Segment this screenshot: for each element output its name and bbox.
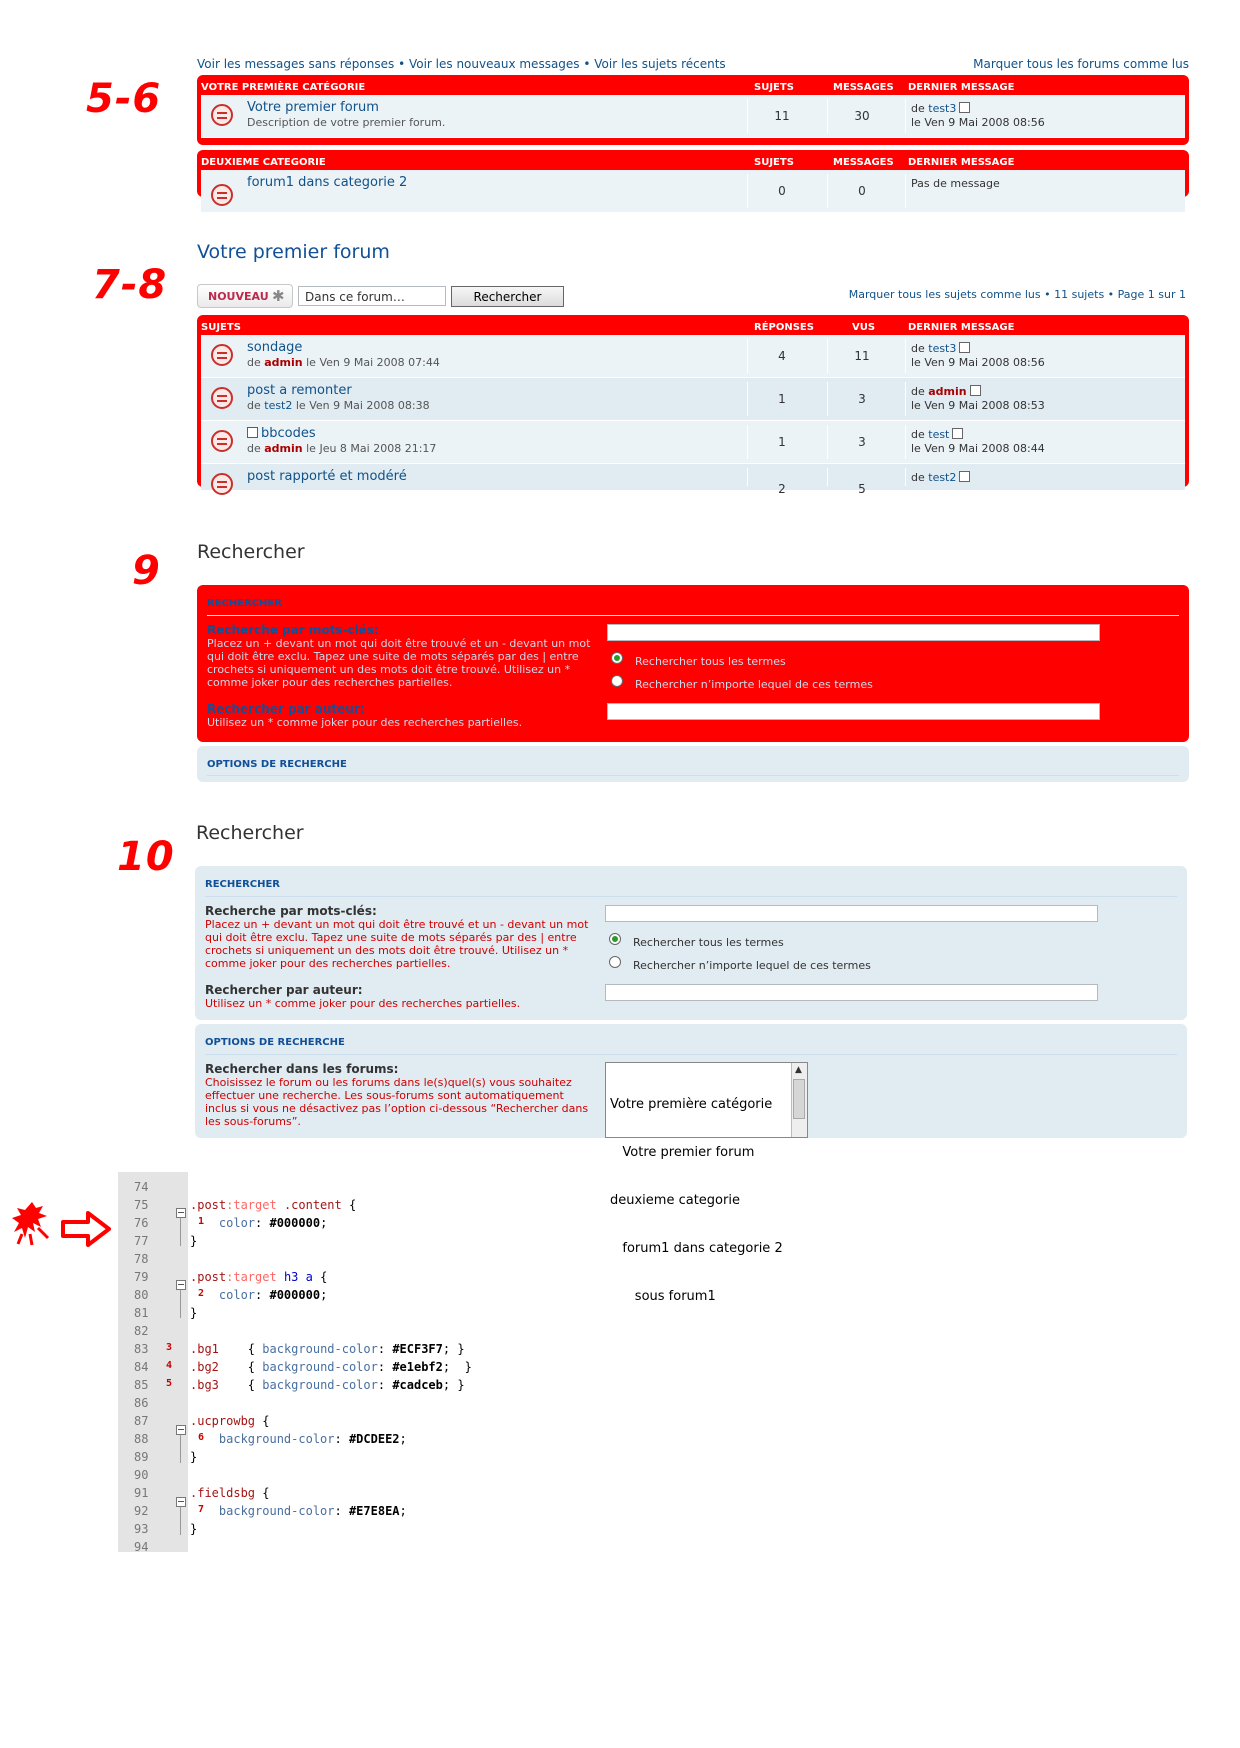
forum-option[interactable]: Votre première catégorie: [610, 1097, 773, 1112]
topic-icon: [211, 473, 233, 495]
view-latest-post-icon[interactable]: [959, 471, 970, 482]
code-line[interactable]: [118, 1288, 718, 1306]
replies-count: 2: [778, 482, 786, 496]
forums-help: Choisissez le forum ou les forums dans le(s)quel(s) vous souhaitez effectuer une recherche. Les sous-forums sont automatiquement inclus si vous ne désactivez pas l’option ci-dessous “Rechercher dans les sous-forums”.: [205, 1076, 589, 1128]
forum-select-list[interactable]: [605, 1062, 808, 1304]
topic-author[interactable]: admin: [264, 356, 303, 369]
code-line[interactable]: [118, 1522, 718, 1540]
top-links-bar: [197, 57, 1189, 73]
author-label: Rechercher par auteur:: [205, 983, 363, 997]
divider: [205, 1054, 1177, 1055]
col-topics: SUJETS: [754, 82, 794, 93]
views-count: 11: [854, 349, 870, 363]
last-post-date: le Ven 9 Mai 2008 08:56: [911, 356, 1045, 369]
forum-option[interactable]: deuxieme categorie: [610, 1193, 740, 1208]
line-number: 79: [134, 1270, 149, 1284]
view-latest-post-icon[interactable]: [952, 428, 963, 439]
code-text: background-color: #E7E8EA;: [218, 1504, 407, 1518]
scroll-thumb[interactable]: [793, 1079, 805, 1119]
line-number: 87: [134, 1414, 149, 1428]
code-text: .fieldsbg {: [190, 1486, 270, 1500]
replies-count: 1: [778, 435, 786, 449]
radio-all-terms-label: Rechercher tous les termes: [633, 936, 784, 949]
last-post-date: le Ven 9 Mai 2008 08:44: [911, 442, 1045, 455]
search-links[interactable]: Voir les messages sans réponses • Voir les nouveaux messages • Voir les sujets récents: [197, 57, 726, 71]
section-label-7-8: 7-8: [92, 262, 168, 308]
divider: [905, 382, 906, 416]
code-text: background-color: #DCDEE2;: [218, 1432, 407, 1446]
last-post-user[interactable]: test: [928, 428, 950, 441]
col-last: DERNIER MESSAGE: [908, 157, 1015, 168]
posts-count: 0: [858, 184, 866, 198]
code-line[interactable]: [118, 1450, 718, 1468]
keywords-input[interactable]: [607, 624, 1100, 641]
views-count: 3: [858, 435, 866, 449]
radio-any-terms[interactable]: [609, 956, 621, 968]
topic-icon: [211, 387, 233, 409]
topic-row[interactable]: [201, 464, 1185, 496]
divider: [905, 339, 906, 373]
keywords-help: Placez un + devant un mot qui doit être trouvé et un - devant un mot qui doit être exclu. Tapez une suite de mots séparés par des | entre crochets si uniquement un des mots doit être trouvé. Utilisez un * comme joker pour des recherches partielles.: [207, 637, 591, 689]
search-options-panel: [197, 746, 1189, 782]
forum-option[interactable]: sous forum1: [610, 1289, 716, 1304]
last-post-author: [911, 102, 970, 115]
line-number: 82: [134, 1324, 149, 1338]
author-help: Utilisez un * comme joker pour des recherches partielles.: [205, 997, 521, 1010]
replies-count: 1: [778, 392, 786, 406]
line-number: 90: [134, 1468, 149, 1482]
annotation-marker: 3: [166, 1342, 173, 1353]
line-number: 80: [134, 1288, 149, 1302]
radio-all-terms-label: Rechercher tous les termes: [635, 655, 786, 668]
last-post-user[interactable]: test2: [928, 471, 957, 484]
code-line[interactable]: [118, 1342, 718, 1360]
arrow-right-icon: [60, 1210, 112, 1248]
code-line[interactable]: [118, 1234, 718, 1252]
code-line[interactable]: [118, 1486, 718, 1504]
topics-count: 0: [778, 184, 786, 198]
forum-search-input[interactable]: [298, 286, 446, 306]
divider: [207, 615, 1179, 616]
topic-date: le Jeu 8 Mai 2008 21:17: [306, 442, 437, 455]
author-label: Rechercher par auteur:: [207, 702, 365, 716]
author-input[interactable]: [605, 984, 1098, 1001]
pagination-text[interactable]: Marquer tous les sujets comme lus • 11 sujets • Page 1 sur 1: [848, 288, 1186, 301]
code-line[interactable]: [118, 1216, 718, 1234]
code-text: }: [190, 1234, 198, 1248]
forum-read-icon: [211, 184, 233, 206]
panel-title: RECHERCHER: [205, 879, 281, 890]
line-number: 88: [134, 1432, 149, 1446]
by-prefix: de: [247, 442, 261, 455]
by-prefix: de: [247, 399, 261, 412]
col-replies: RÉPONSES: [754, 322, 814, 333]
code-text: .bg1 { background-color: #ECF3F7; }: [190, 1342, 465, 1356]
forum-title[interactable]: forum1 dans categorie 2: [247, 175, 408, 190]
code-text: }: [190, 1450, 198, 1464]
search-button-label: Rechercher: [473, 290, 542, 304]
category-title[interactable]: DEUXIEME CATEGORIE: [201, 157, 326, 168]
search-placeholder: Dans ce forum…: [305, 290, 405, 304]
category-box-1: [197, 75, 1189, 145]
radio-any-terms[interactable]: [611, 675, 623, 687]
code-text: .post:target h3 a {: [190, 1270, 328, 1284]
code-text: }: [190, 1306, 198, 1320]
last-post-author: de test2: [911, 471, 970, 484]
listbox-scrollbar[interactable]: [791, 1063, 807, 1137]
forum-read-icon: [211, 104, 233, 126]
topic-date: le Ven 9 Mai 2008 07:44: [306, 356, 440, 369]
pagination-info: [849, 288, 1186, 301]
col-last: DERNIER MESSAGE: [908, 322, 1015, 333]
topics-box: [197, 315, 1189, 496]
topic-row[interactable]: [201, 378, 1185, 421]
code-line[interactable]: [118, 1360, 718, 1378]
section-label-5-6: 5-6: [86, 76, 162, 122]
new-topic-label: NOUVEAU: [208, 290, 269, 303]
radio-all-terms[interactable]: [611, 652, 623, 664]
category-header: [197, 150, 1189, 170]
topic-title[interactable]: post a remonter: [247, 383, 352, 398]
new-topic-button[interactable]: [197, 284, 293, 308]
code-line[interactable]: [118, 1324, 718, 1342]
forum-page-title[interactable]: Votre premier forum: [197, 241, 390, 263]
last-post-prefix: de: [911, 102, 925, 115]
code-text: color: #000000;: [218, 1288, 328, 1302]
last-post-author: de test: [911, 428, 963, 441]
line-number: 81: [134, 1306, 149, 1320]
author-help: Utilisez un * comme joker pour des recherches partielles.: [207, 716, 523, 729]
keywords-label: Recherche par mots-clés:: [207, 623, 379, 637]
col-views: VUS: [852, 322, 876, 333]
divider: [905, 174, 906, 208]
code-line[interactable]: [118, 1396, 718, 1414]
topic-meta: [247, 399, 430, 412]
divider: [905, 99, 906, 133]
forum-title[interactable]: Votre premier forum: [247, 100, 379, 115]
annotation-marker: 4: [166, 1360, 173, 1371]
attachment-icon: [247, 427, 258, 438]
line-number: 76: [134, 1216, 149, 1230]
last-post-empty: Pas de message: [911, 177, 1000, 190]
search-panel-red: [197, 585, 1189, 742]
forum-option[interactable]: Votre premier forum: [610, 1145, 755, 1160]
view-latest-post-icon[interactable]: [970, 385, 981, 396]
annotation-marker: 7: [198, 1504, 205, 1515]
radio-all-terms[interactable]: [609, 933, 621, 945]
views-count: 3: [858, 392, 866, 406]
last-post-user[interactable]: test3: [928, 342, 957, 355]
last-post-date: le Ven 9 Mai 2008 08:56: [911, 116, 1045, 129]
line-number: 74: [134, 1180, 149, 1194]
section-label-9: 9: [132, 548, 161, 594]
col-topics: SUJETS: [754, 157, 794, 168]
code-line[interactable]: [118, 1306, 718, 1324]
annotation-marker: 6: [198, 1432, 205, 1443]
line-number: 83: [134, 1342, 149, 1356]
topic-title[interactable]: post rapporté et modéré: [247, 469, 407, 484]
forum-option[interactable]: forum1 dans categorie 2: [610, 1241, 783, 1256]
topic-row[interactable]: [201, 335, 1185, 378]
code-line[interactable]: [118, 1180, 718, 1198]
topic-author[interactable]: admin: [264, 442, 303, 455]
forum-row[interactable]: [201, 170, 1185, 213]
divider: [207, 775, 1179, 776]
category-box-2: [197, 150, 1189, 197]
code-line[interactable]: [118, 1270, 718, 1288]
line-number: 84: [134, 1360, 149, 1374]
line-number: 94: [134, 1540, 149, 1554]
keywords-help: Placez un + devant un mot qui doit être trouvé et un - devant un mot qui doit être exclu. Tapez une suite de mots séparés par des | entre crochets si uniquement un des mots doit être trouvé. Utilisez un * comme joker pour des recherches partielles.: [205, 918, 589, 970]
topic-title[interactable]: bbcodes: [261, 426, 316, 441]
scroll-up-icon[interactable]: ▲: [795, 1065, 802, 1075]
section-label-10: 10: [117, 834, 175, 880]
code-line[interactable]: [118, 1468, 718, 1486]
options-title: OPTIONS DE RECHERCHE: [207, 759, 347, 770]
divider: [905, 468, 906, 486]
view-latest-post-icon[interactable]: [959, 102, 970, 113]
line-number: 78: [134, 1252, 149, 1266]
radio-any-terms-label: Rechercher n’importe lequel de ces termes: [635, 678, 873, 691]
col-posts: MESSAGES: [833, 82, 894, 93]
forum-row[interactable]: [201, 95, 1185, 138]
topics-header: [197, 315, 1189, 335]
last-post-date: le Ven 9 Mai 2008 08:53: [911, 399, 1045, 412]
search-panel-blue: [195, 866, 1187, 1020]
code-line[interactable]: [118, 1378, 718, 1396]
line-number: 93: [134, 1522, 149, 1536]
star-icon: ✱: [272, 287, 285, 305]
annotation-marker: 1: [198, 1216, 205, 1227]
code-line[interactable]: [118, 1414, 718, 1432]
topic-date: le Ven 9 Mai 2008 08:38: [295, 399, 430, 412]
forums-label: Rechercher dans les forums:: [205, 1062, 399, 1076]
annotation-marker: 2: [198, 1288, 205, 1299]
last-post-author: de test3: [911, 342, 970, 355]
by-prefix: de: [247, 356, 261, 369]
code-line[interactable]: [118, 1198, 718, 1216]
topics-count: 11: [774, 109, 790, 123]
search-page-title-2: Rechercher: [196, 822, 304, 844]
category-header: [197, 75, 1189, 95]
author-input[interactable]: [607, 703, 1100, 720]
forum-description: Description de votre premier forum.: [247, 116, 446, 129]
topic-icon: [211, 344, 233, 366]
code-line[interactable]: [118, 1252, 718, 1270]
keywords-input[interactable]: [605, 905, 1098, 922]
topic-author[interactable]: test2: [264, 399, 293, 412]
category-title[interactable]: VOTRE PREMIÈRE CATÉGORIE: [201, 82, 366, 93]
views-count: 5: [858, 482, 866, 496]
divider: [205, 896, 1177, 897]
code-text: .ucprowbg {: [190, 1414, 270, 1428]
line-number: 86: [134, 1396, 149, 1410]
replies-count: 4: [778, 349, 786, 363]
code-line[interactable]: [118, 1540, 718, 1558]
col-last: DERNIER MESSAGE: [908, 82, 1015, 93]
view-latest-post-icon[interactable]: [959, 342, 970, 353]
forum-search-button[interactable]: [451, 286, 564, 307]
mark-forums-read-link[interactable]: Marquer tous les forums comme lus: [973, 57, 1189, 71]
code-text: .post:target .content {: [190, 1198, 357, 1212]
topic-icon: [211, 430, 233, 452]
line-number: 75: [134, 1198, 149, 1212]
options-title: OPTIONS DE RECHERCHE: [205, 1037, 345, 1048]
posts-count: 30: [854, 109, 870, 123]
code-text: .bg3 { background-color: #cadceb; }: [190, 1378, 465, 1392]
topic-meta: [247, 356, 440, 369]
panel-title: RECHERCHER: [207, 598, 283, 609]
line-number: 92: [134, 1504, 149, 1518]
topic-title-wrap: [247, 426, 316, 441]
radio-any-terms-label: Rechercher n’importe lequel de ces termes: [633, 959, 871, 972]
line-number: 89: [134, 1450, 149, 1464]
code-text: .bg2 { background-color: #e1ebf2; }: [190, 1360, 472, 1374]
code-text: }: [190, 1522, 198, 1536]
topic-title[interactable]: sondage: [247, 340, 303, 355]
topic-meta: [247, 442, 436, 455]
code-text: color: #000000;: [218, 1216, 328, 1230]
divider: [905, 425, 906, 459]
line-number: 91: [134, 1486, 149, 1500]
last-post-user[interactable]: admin: [928, 385, 967, 398]
search-page-title: Rechercher: [197, 541, 305, 563]
col-posts: MESSAGES: [833, 157, 894, 168]
last-post-user[interactable]: test3: [928, 102, 957, 115]
topic-row[interactable]: [201, 421, 1185, 464]
col-topics: SUJETS: [201, 322, 241, 333]
code-line[interactable]: [118, 1504, 718, 1522]
line-number: 85: [134, 1378, 149, 1392]
keywords-label: Recherche par mots-clés:: [205, 904, 377, 918]
line-number: 77: [134, 1234, 149, 1248]
last-post-author: de admin: [911, 385, 981, 398]
dragon-icon: [10, 1198, 55, 1248]
annotation-marker: 5: [166, 1378, 173, 1389]
code-line[interactable]: [118, 1432, 718, 1450]
